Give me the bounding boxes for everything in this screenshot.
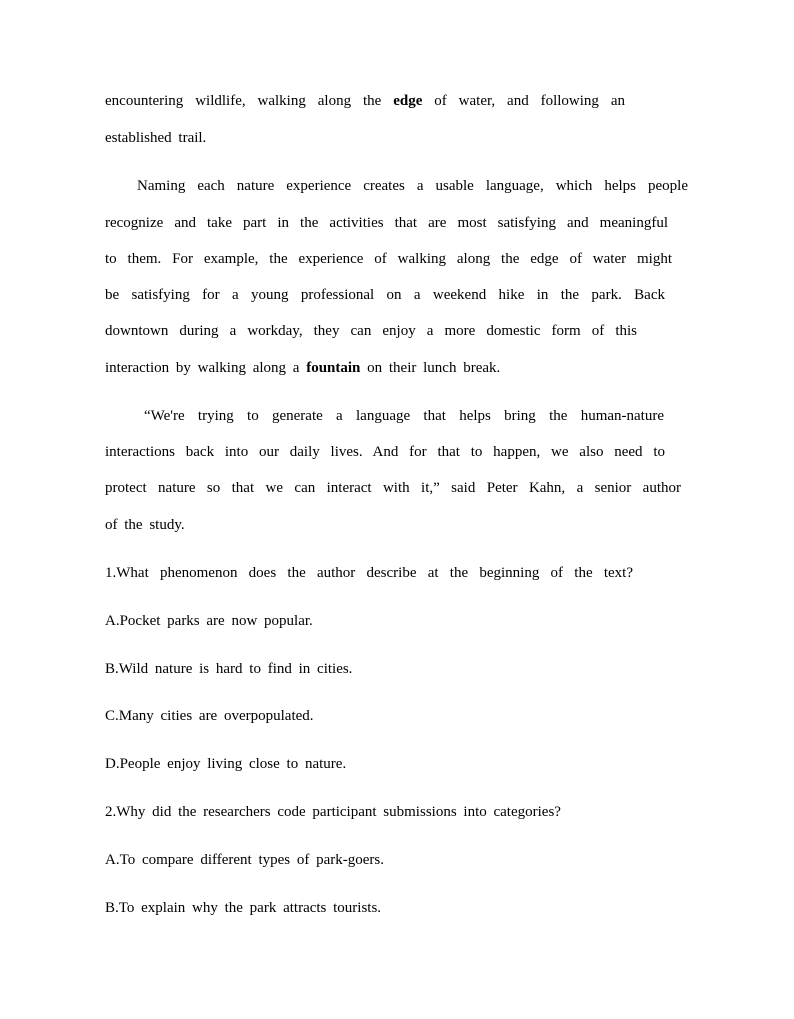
passage-p2-line-6: [105, 359, 500, 377]
question-1-option-a: A.Pocket parks are now popular.: [105, 613, 313, 629]
passage-text: of water, and following an: [422, 93, 625, 109]
passage-p2-line-4: be satisfying for a young professional on a weekend hike in the park. Back: [105, 287, 665, 303]
passage-p2-line-1: Naming each nature experience creates a usable language, which helps people: [137, 178, 688, 194]
passage-text: on their lunch break.: [360, 360, 501, 376]
passage-p2-line-2: recognize and take part in the activities that are most satisfying and meaningful: [105, 215, 668, 231]
passage-p3-line-4: of the study.: [105, 517, 185, 533]
question-2-stem: 2.Why did the researchers code participant submissions into categories?: [105, 804, 561, 820]
passage-p1-line-1: [105, 92, 625, 110]
question-1-stem: 1.What phenomenon does the author describe at the beginning of the text?: [105, 565, 633, 581]
passage-p2-line-3: to them. For example, the experience of walking along the edge of water might: [105, 251, 672, 267]
passage-p1-line-2: established trail.: [105, 130, 207, 146]
passage-text: encountering wildlife, walking along the: [105, 93, 394, 109]
question-1-option-b: B.Wild nature is hard to find in cities.: [105, 661, 353, 677]
passage-p3-line-3: protect nature so that we can interact with it,” said Peter Kahn, a senior author: [105, 480, 681, 496]
question-1-option-c: C.Many cities are overpopulated.: [105, 708, 314, 724]
passage-p3-line-1: “We're trying to generate a language that helps bring the human-nature: [144, 408, 664, 424]
question-1-option-d: D.People enjoy living close to nature.: [105, 756, 347, 772]
question-2-option-b: B.To explain why the park attracts tourists.: [105, 900, 382, 916]
passage-text: interaction by walking along a: [105, 360, 307, 376]
passage-p3-line-2: interactions back into our daily lives. And for that to happen, we also need to: [105, 444, 665, 460]
bold-keyword-edge: edge: [393, 93, 423, 109]
question-2-option-a: A.To compare different types of park-goers.: [105, 852, 384, 868]
bold-keyword-fountain: fountain: [306, 360, 361, 376]
passage-p2-line-5: downtown during a workday, they can enjoy a more domestic form of this: [105, 323, 637, 339]
